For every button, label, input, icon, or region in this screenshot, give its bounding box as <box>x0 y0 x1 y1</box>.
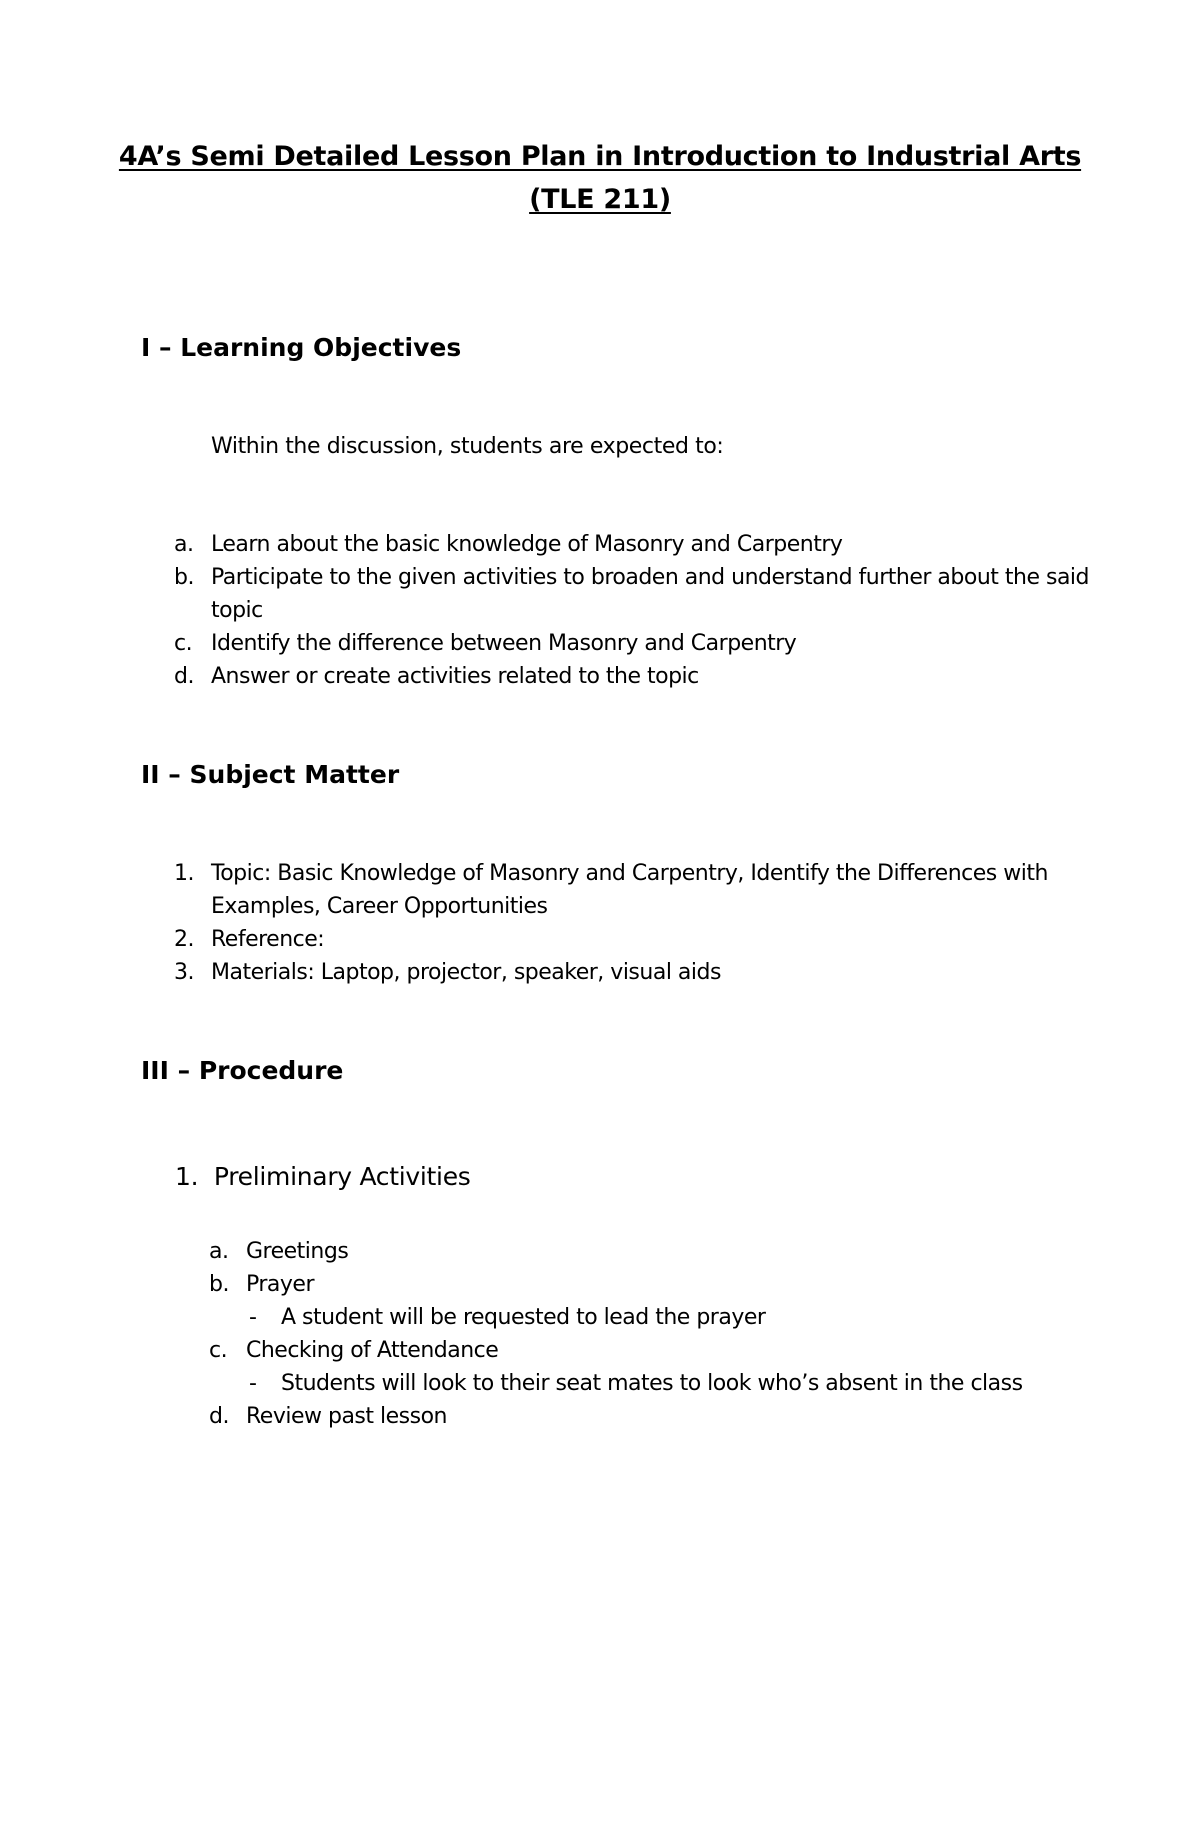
list-marker: 2. <box>174 927 194 952</box>
objective-text: Participate to the given activities to broaden and understand further about the said <box>211 565 1090 590</box>
objective-text-continued: topic <box>211 598 263 623</box>
list-marker: c. <box>174 631 193 656</box>
list-marker: b. <box>174 565 194 590</box>
subject-matter-text: Topic: Basic Knowledge of Masonry and Carpentry, Identify the Differences with <box>211 861 1048 886</box>
procedure-text: Greetings <box>246 1239 349 1264</box>
procedure-subtext: A student will be requested to lead the prayer <box>281 1305 766 1330</box>
list-marker: a. <box>209 1239 229 1264</box>
document-title: 4A’s Semi Detailed Lesson Plan in Introduction to Industrial Arts <box>118 141 1082 172</box>
subsection-title-text: Preliminary Activities <box>213 1162 471 1191</box>
objective-text: Learn about the basic knowledge of Masonry and Carpentry <box>211 532 843 557</box>
objective-text: Answer or create activities related to the topic <box>211 664 699 689</box>
procedure-text: Checking of Attendance <box>246 1338 499 1363</box>
procedure-text: Prayer <box>246 1272 315 1297</box>
list-marker: d. <box>209 1404 229 1429</box>
subject-matter-text: Reference: <box>211 927 325 952</box>
objective-text: Identify the difference between Masonry and Carpentry <box>211 631 797 656</box>
list-marker: 1. <box>175 1162 199 1191</box>
list-marker: 3. <box>174 960 194 985</box>
procedure-subtext: Students will look to their seat mates to look who’s absent in the class <box>281 1371 1023 1396</box>
document-course-code: (TLE 211) <box>529 184 671 215</box>
objectives-intro: Within the discussion, students are expected to: <box>211 434 724 459</box>
procedure-subsection-title <box>175 1162 471 1191</box>
section-heading-learning-objectives: I – Learning Objectives <box>141 333 462 362</box>
dash-marker: - <box>249 1371 257 1396</box>
list-marker: 1. <box>174 861 194 886</box>
list-marker: a. <box>174 532 194 557</box>
list-marker: b. <box>209 1272 229 1297</box>
subject-matter-text: Materials: Laptop, projector, speaker, visual aids <box>211 960 721 985</box>
section-heading-procedure: III – Procedure <box>141 1056 344 1085</box>
procedure-text: Review past lesson <box>246 1404 447 1429</box>
section-heading-subject-matter: II – Subject Matter <box>141 760 400 789</box>
subject-matter-text-continued: Examples, Career Opportunities <box>211 894 548 919</box>
list-marker: d. <box>174 664 194 689</box>
list-marker: c. <box>209 1338 228 1363</box>
dash-marker: - <box>249 1305 257 1330</box>
